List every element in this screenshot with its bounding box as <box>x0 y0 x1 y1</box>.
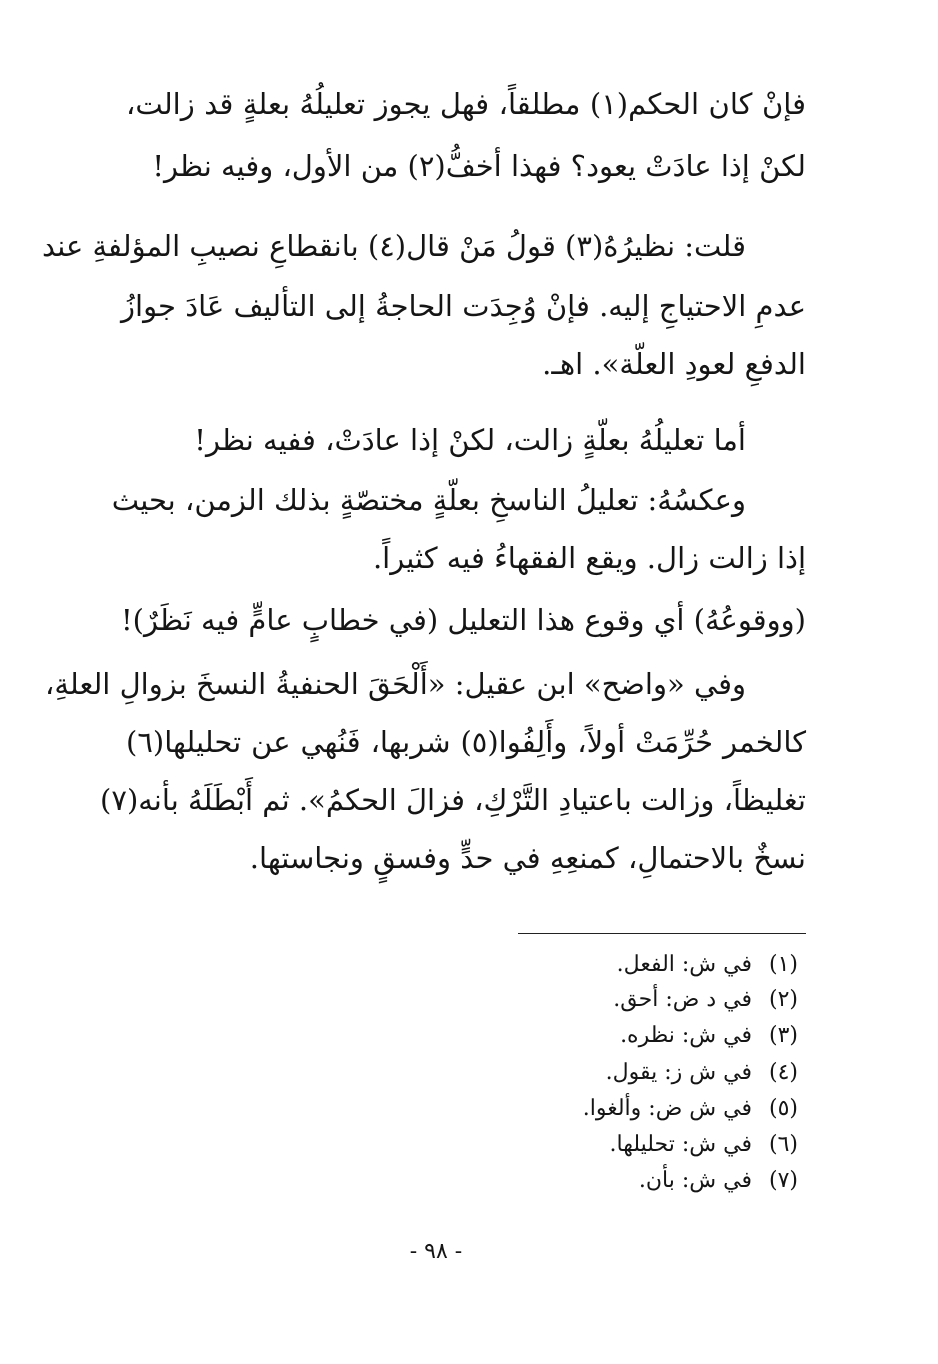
footnote-number: (٦) <box>768 1132 798 1157</box>
footnote-number: (٤) <box>768 1060 798 1085</box>
body-line-8: إذا زالت زال. ويقع الفقهاءُ فيه كثيراً. <box>372 541 806 575</box>
footnote-number: (٣) <box>768 1023 798 1048</box>
body-line-4: عدمِ الاحتياجِ إليه. فإنْ وُجِدَت الحاجةُ إلى التأليف عَادَ جوازُ <box>121 289 806 323</box>
footnote-text: في د ض: أحق. <box>613 987 752 1012</box>
footnote-text: في ش: بأن. <box>638 1168 752 1193</box>
footnote-text: في ش ض: وألغوا. <box>582 1096 752 1121</box>
footnote-number: (١) <box>768 952 798 977</box>
body-line-2: لكنْ إذا عادَتْ يعود؟ فهذا أخفُّ(٢) من الأول، وفيه نظر! <box>152 149 806 183</box>
footnote-5 <box>583 1094 798 1124</box>
footnote-number: (٥) <box>768 1096 798 1121</box>
body-line-1: فإنْ كان الحكم(١) مطلقاً، فهل يجوز تعليلُهُ بعلةٍ قد زالت، <box>126 87 806 121</box>
page-number: - ٩٨ - <box>409 1239 463 1264</box>
body-line-5: الدفعِ لعودِ العلّة». اهـ. <box>542 347 806 381</box>
body-line-13: نسخٌ بالاحتمالِ، كمنعِهِ في حدٍّ وفسقٍ ونجاستها. <box>249 841 806 875</box>
body-line-3: قلت: نظيرُهُ(٣) قولُ مَنْ قال(٤) بانقطاعِ نصيبِ المؤلفةِ عند <box>42 229 746 263</box>
footnote-text: في ش: نظره. <box>620 1023 752 1048</box>
body-line-10: وفي «واضح» ابن عقيل: «أَلْحَقَ الحنفيةُ النسخَ بزوالِ العلةِ، <box>44 667 746 701</box>
footnote-1 <box>617 950 798 980</box>
footnote-2 <box>613 985 798 1015</box>
footnote-text: في ش: تحليلها. <box>609 1132 752 1157</box>
body-line-6: أما تعليلُهُ بعلّةٍ زالت، لكنْ إذا عادَتْ، ففيه نظر! <box>194 423 746 457</box>
footnote-7 <box>639 1166 798 1196</box>
body-line-11: كالخمر حُرِّمَتْ أولاً، وأَلِفُوا(٥) شربها، فَنُهي عن تحليلها(٦) <box>126 725 807 759</box>
footnote-text: في ش ز: يقول. <box>605 1060 752 1085</box>
footnote-4 <box>606 1058 798 1088</box>
footnote-number: (٧) <box>768 1168 798 1193</box>
footnote-separator <box>518 933 806 934</box>
body-line-9: (ووقوعُهُ) أي وقوع هذا التعليل (في خطابٍ عامٍّ فيه نَظَرٌ)! <box>120 603 806 637</box>
body-line-12: تغليظاً، وزالت باعتيادِ التَّرْكِ، فزالَ الحكمُ». ثم أَبْطَلَهُ بأنه(٧) <box>100 783 806 817</box>
footnote-3 <box>620 1021 798 1051</box>
footnote-text: في ش: الفعل. <box>616 952 752 977</box>
footnote-number: (٢) <box>768 987 798 1012</box>
footnote-6 <box>610 1130 798 1160</box>
body-line-7: وعكسُهُ: تعليلُ الناسخِ بعلّةٍ مختصّةٍ بذلك الزمن، بحيث <box>111 483 746 517</box>
